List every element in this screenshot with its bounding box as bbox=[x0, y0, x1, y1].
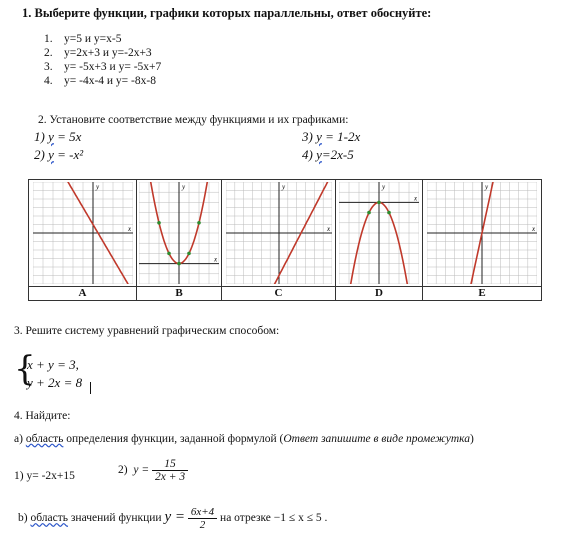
equation-2: y + 2x = 8 bbox=[27, 375, 83, 390]
equation-1: x + y = 3, bbox=[27, 357, 79, 372]
graph-a bbox=[33, 182, 133, 284]
task2-heading: 2. Установите соответствие между функциями и их графиками: bbox=[38, 114, 349, 126]
graph-label-d: D bbox=[336, 287, 423, 301]
graph-label-a: A bbox=[29, 287, 137, 301]
y-axis-label: y bbox=[281, 183, 285, 191]
task4-function-2: 2) y = $\frac{15}{2x + 3}$ bbox=[118, 458, 188, 483]
graph-label-e: E bbox=[423, 287, 542, 301]
range-link: область bbox=[30, 512, 69, 525]
graph-b-cell bbox=[137, 180, 222, 287]
graph-c bbox=[226, 182, 332, 284]
fraction-1: $\frac{15}{2x + 3}$ bbox=[152, 458, 188, 483]
task1-item-4: 4. y= -4x-4 и y= -8x-8 bbox=[44, 75, 156, 87]
graph-point bbox=[187, 252, 191, 256]
task1-heading: 1. Выберите функции, графики которых параллельны, ответ обоснуйте: bbox=[22, 6, 432, 20]
x-axis-label: x bbox=[127, 225, 131, 233]
graph-point bbox=[387, 211, 391, 215]
brace-icon: { bbox=[14, 349, 36, 389]
graph-point bbox=[197, 221, 201, 225]
x-axis-label: x bbox=[326, 225, 330, 233]
y-axis-label: y bbox=[182, 183, 186, 191]
graph-label-b: B bbox=[137, 287, 222, 301]
task2-function-3: 3) y = 1-2x bbox=[302, 129, 361, 144]
graph-point bbox=[157, 221, 161, 225]
task2-function-4: 4) y=2x-5 bbox=[302, 147, 354, 162]
graph-e-cell bbox=[423, 180, 542, 287]
task1-item-3: 3. y= -5x+3 и y= -5x+7 bbox=[44, 61, 162, 73]
x-axis-label: x bbox=[532, 225, 536, 233]
graphs-table bbox=[28, 179, 542, 301]
x-axis-label: x bbox=[414, 194, 418, 203]
graph-point bbox=[177, 262, 181, 266]
x-axis-label: x bbox=[214, 255, 218, 264]
graph-point bbox=[377, 201, 381, 205]
task2-function-1: 1) y = 5x bbox=[34, 129, 82, 144]
area-link: область bbox=[25, 433, 64, 445]
task1-item-2: 2. y=2x+3 и y=-2x+3 bbox=[44, 47, 152, 59]
task2-function-2: 2) y = -x² bbox=[34, 147, 84, 162]
y-axis-label: y bbox=[485, 183, 489, 191]
graph-point bbox=[367, 211, 371, 215]
y-axis-label: y bbox=[382, 183, 386, 191]
graph-point bbox=[167, 252, 171, 256]
text-cursor bbox=[90, 382, 91, 394]
graph-c-cell bbox=[222, 180, 336, 287]
y-axis-label: y bbox=[95, 183, 99, 191]
task3-heading: 3. Решите систему уравнений графическим способом: bbox=[14, 325, 280, 337]
graph-d-cell bbox=[336, 180, 423, 287]
graph-b bbox=[139, 182, 219, 284]
graph-label-c: C bbox=[222, 287, 336, 301]
task4-function-1: 1) y= -2x+15 bbox=[14, 470, 75, 482]
task4-part-a: а) область определения функции, заданной формулой (Ответ запишите в виде промежутка) bbox=[14, 433, 474, 445]
fraction-2: $\frac{6x+4}{2}$ bbox=[188, 506, 217, 531]
task1-item-1: 1. y=5 и y=x-5 bbox=[44, 33, 122, 45]
task4-heading: 4. Найдите: bbox=[14, 410, 71, 422]
graph-d bbox=[339, 182, 419, 284]
graph-a-cell bbox=[29, 180, 137, 287]
task4-part-b: b) область значений функции y = $\frac{6x+4}{2}$ на отрезке −1 ≤ x ≤ 5 . bbox=[18, 506, 328, 531]
graph-e bbox=[427, 182, 537, 284]
